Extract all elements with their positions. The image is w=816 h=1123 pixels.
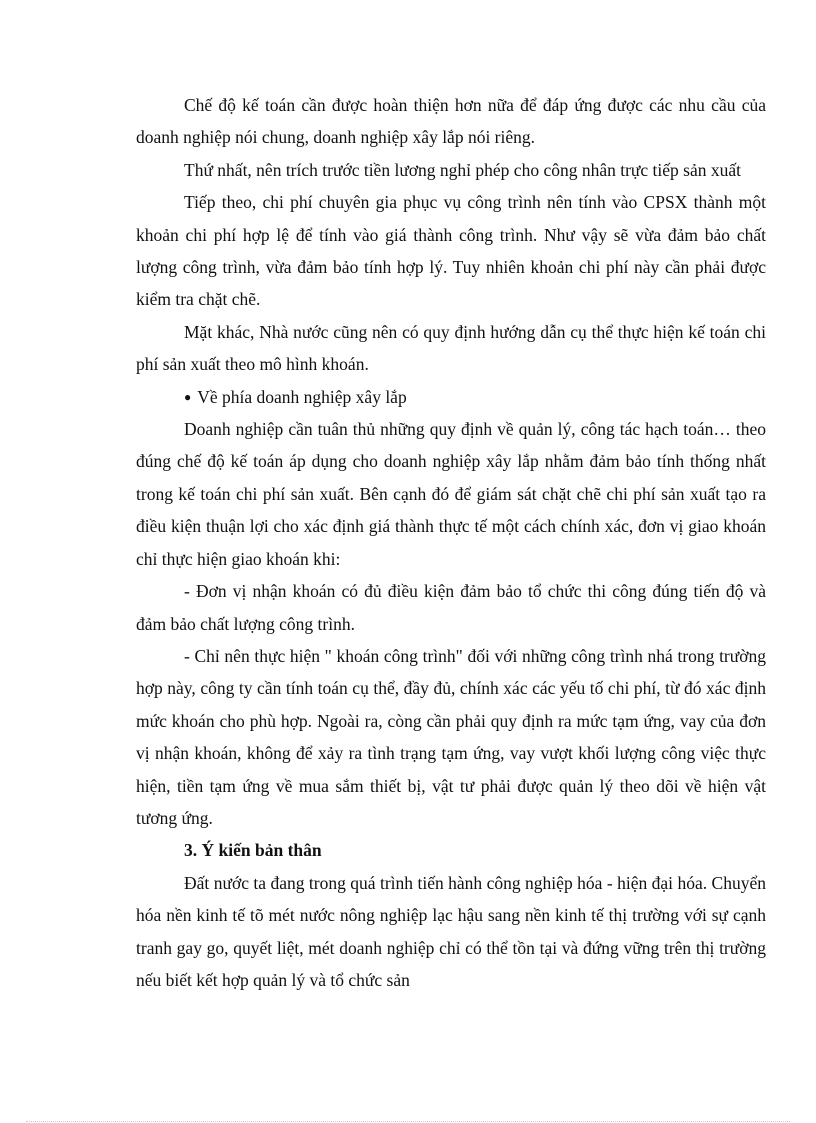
bullet-label: Về phía doanh nghiệp xây lắp	[197, 386, 407, 407]
paragraph-contract-scope: - Chỉ nên thực hiện " khoán công trình" đối với những công trình nhá trong trường hợp này, công ty cần tính toán cụ thể, đầy đủ, chính xác các yếu tố chi phí, từ đó xác định mức khoán cho phù hợp. Ngoài ra, còng cần phải quy định ra mức tạm ứng, vay của đơn vị nhận khoán, không để xảy ra tình trạng tạm ứng, vay vượt khối lượng công việc thực hiện, tiền tạm ứng về mua sắm thiết bị, vật tư phải được quản lý theo dõi về hiện vật tương ứng.	[136, 645, 766, 828]
bullet-enterprise-side	[136, 381, 766, 413]
paragraph-industrialization: Đất nước ta đang trong quá trình tiến hành công nghiệp hóa - hiện đại hóa. Chuyển hóa nền kinh tế tõ mét nước nông nghiệp lạc hậu sang nền kinh tế thị trường với sự cạnh tranh gay go, quyết liệt, mét doanh nghiệp chỉ có thể tồn tại và đứng vững trên thị trường nếu biết kết hợp quản lý và tổ chức sản	[136, 872, 766, 990]
paragraph-compliance: Doanh nghiệp cần tuân thủ những quy định về quản lý, công tác hạch toán… theo đúng chế độ kế toán áp dụng cho doanh nghiệp xây lắp nhằm đảm bảo tính thống nhất trong kế toán chi phí sản xuất. Bên cạnh đó để giám sát chặt chẽ chi phí sản xuất tạo ra điều kiện thuận lợi cho xác định giá thành thực tế một cách chính xác, đơn vị giao khoán chỉ thực hiện giao khoán khi:	[136, 419, 766, 569]
paragraph-state-regulation: Mặt khác, Nhà nước cũng nên có quy định hướng dẫn cụ thể thực hiện kế toán chi phí sản xuất theo mô hình khoán.	[136, 321, 766, 375]
paragraph-expert-costs: Tiếp theo, chi phí chuyên gia phục vụ công trình nên tính vào CPSX thành một khoản chi phí hợp lệ để tính vào giá thành công trình. Như vậy sẽ vừa đảm bảo chất lượng công trình, vừa đảm bảo tính hợp lý. Tuy nhiên khoản chi phí này cần phải được kiểm tra chặt chẽ.	[136, 192, 766, 310]
paragraph-first-point: Thứ nhất, nên trích trước tiền lương nghỉ phép cho công nhân trực tiếp sản xuất	[184, 159, 742, 180]
section-heading: 3. Ý kiến bản thân	[184, 840, 322, 861]
document-body	[136, 89, 766, 996]
paragraph-contractor-condition: - Đơn vị nhận khoán có đủ điều kiện đảm bảo tổ chức thi công đúng tiến độ và đảm bảo chất lượng công trình.	[136, 581, 766, 634]
bullet-dot-icon: ●	[184, 389, 192, 404]
paragraph-accounting-regime: Chế độ kế toán cần được hoàn thiện hơn nữa để đáp ứng được các nhu cầu của doanh nghiệp nói chung, doanh nghiệp xây lắp nói riêng.	[136, 95, 766, 148]
page-bottom-divider	[26, 1121, 790, 1122]
